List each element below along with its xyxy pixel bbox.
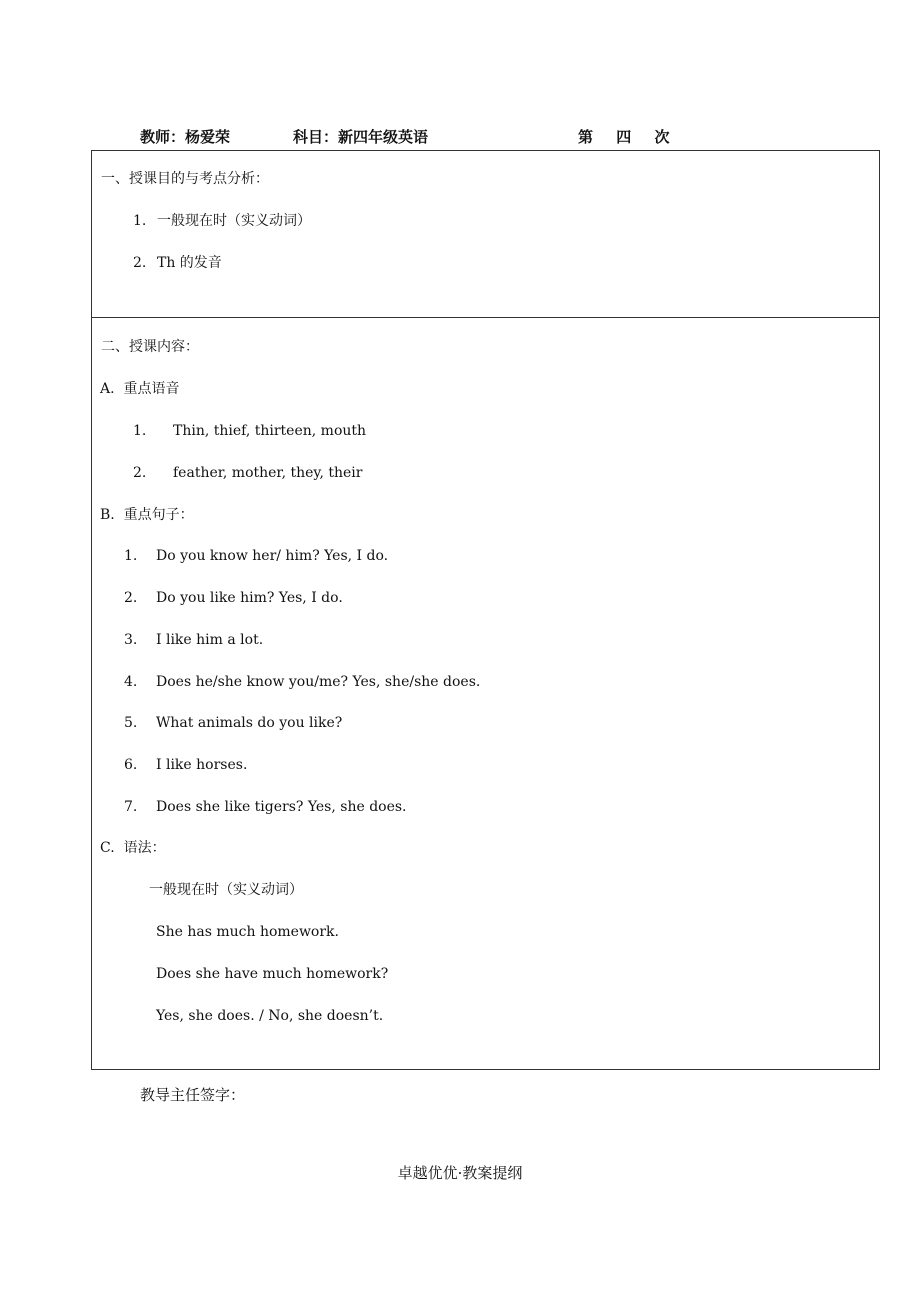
sentence-number: 7.	[124, 799, 138, 815]
sentence-number: 2.	[124, 590, 138, 606]
objectives-title: 一、授课目的与考点分析：	[101, 171, 269, 187]
sentence-item: Does he/she know you/me? Yes, she/she does.	[156, 674, 481, 690]
sentence-number: 1.	[124, 548, 138, 564]
objective-item: Th 的发音	[157, 255, 222, 271]
sentence-item: Does she like tigers? Yes, she does.	[156, 799, 407, 815]
part-a-title: A. 重点语音	[100, 381, 180, 397]
objective-number: 2.	[133, 255, 147, 271]
sentence-number: 4.	[124, 674, 138, 690]
objective-item: 一般现在时（实义动词）	[157, 213, 311, 229]
phonics-number: 1.	[133, 423, 147, 439]
document-header	[0, 126, 920, 148]
teacher-label: 教师：杨爱荣	[140, 128, 231, 146]
objective-number: 1.	[133, 213, 147, 229]
page-footer: 卓越优优·教案提纲	[397, 1164, 523, 1182]
subject-label: 科目：新四年级英语	[293, 128, 429, 146]
sentence-number: 3.	[124, 632, 138, 648]
phonics-item: feather, mother, they, their	[173, 465, 363, 481]
grammar-line: She has much homework.	[156, 924, 339, 940]
grammar-line: Does she have much homework?	[156, 966, 389, 982]
session-label: 第 四 次	[578, 128, 679, 146]
sentence-item: I like horses.	[156, 757, 248, 773]
director-signature-label: 教导主任签字：	[140, 1086, 246, 1104]
sentence-item: I like him a lot.	[156, 632, 264, 648]
part-b-title: B. 重点句子：	[100, 507, 194, 523]
phonics-item: Thin, thief, thirteen, mouth	[173, 423, 367, 439]
sentence-item: What animals do you like?	[156, 715, 343, 731]
sentence-item: Do you know her/ him? Yes, I do.	[156, 548, 389, 564]
sentence-number: 6.	[124, 757, 138, 773]
part-c-title: C. 语法：	[100, 840, 166, 856]
sentence-item: Do you like him? Yes, I do.	[156, 590, 343, 606]
grammar-line: Yes, she does. / No, she doesn’t.	[156, 1008, 384, 1024]
objectives-box	[91, 150, 880, 318]
grammar-line: 一般现在时（实义动词）	[149, 882, 303, 898]
content-title: 二、授课内容：	[101, 339, 199, 355]
phonics-number: 2.	[133, 465, 147, 481]
sentence-number: 5.	[124, 715, 138, 731]
content-box	[91, 317, 880, 1070]
